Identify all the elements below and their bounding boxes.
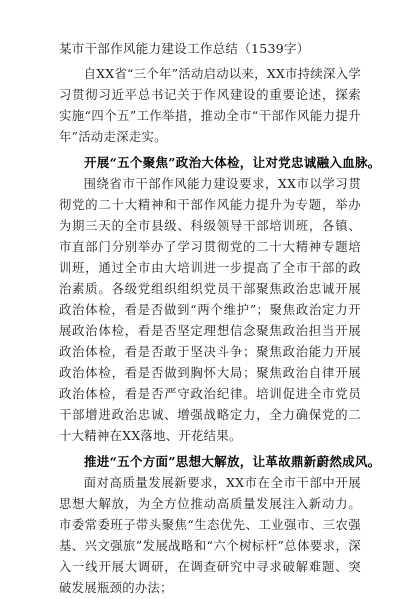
document-page — [59, 38, 381, 599]
intro-paragraph: 自XX省“三个年”活动启动以来，XX市持续深入学习贯彻习近平总书记关于作风建设的重要论述，探索实施“四个五”工作举措，推动全市“干部作风能力提升年”活动走深走实。 — [59, 67, 361, 144]
document-title: 某市干部作风能力建设工作总结（1539字） — [59, 41, 310, 56]
section-heading-2: 推进“五个方面”思想大解放，让革故鼎新蔚然成风。 — [84, 454, 381, 469]
section-heading-1: 开展“五个聚焦”政治大体检，让对党忠诚融入血脉。 — [84, 155, 381, 170]
section-body-1: 围绕省市干部作风能力建设要求，XX市以学习贯彻党的二十大精神和干部作风能力提升为专题，举办为期三天的全市县级、科级领导干部培训班，各镇、市直部门分别举办了学习贯彻党的二十大精神专题培训班，通过全市由大培训进一步提高了全市干部的政治素质。各级党组织组织党员干部聚焦政治忠诚开展政治体检，看是否做到“两个维护”；聚焦政治定力开展政治体检，看是否坚定理想信念聚焦政治担当开展政治体检，看是否敢于坚决斗争；聚焦政治能力开展政治体检，看是否做到胸怀大局；聚焦政治自律开展政治体检，看是否严守政治纪律。培训促进全市党员干部增进政治忠诚、增强战略定力，全力确保党的二十大精神在XX落地、开花结果。 — [59, 177, 361, 443]
section-body-2: 面对高质量发展新要求，XX市在全市干部中开展思想大解放，为全方位推动高质量发展注入新动力。市委常委班子带头聚焦“生态优先、工业强市、三农强基、兴文强旅”发展战略和“六个树标杆”总体要求，深入一线开展大调研，在调查研究中寻求破解难题、突破发展瓶颈的办法； — [59, 476, 361, 595]
